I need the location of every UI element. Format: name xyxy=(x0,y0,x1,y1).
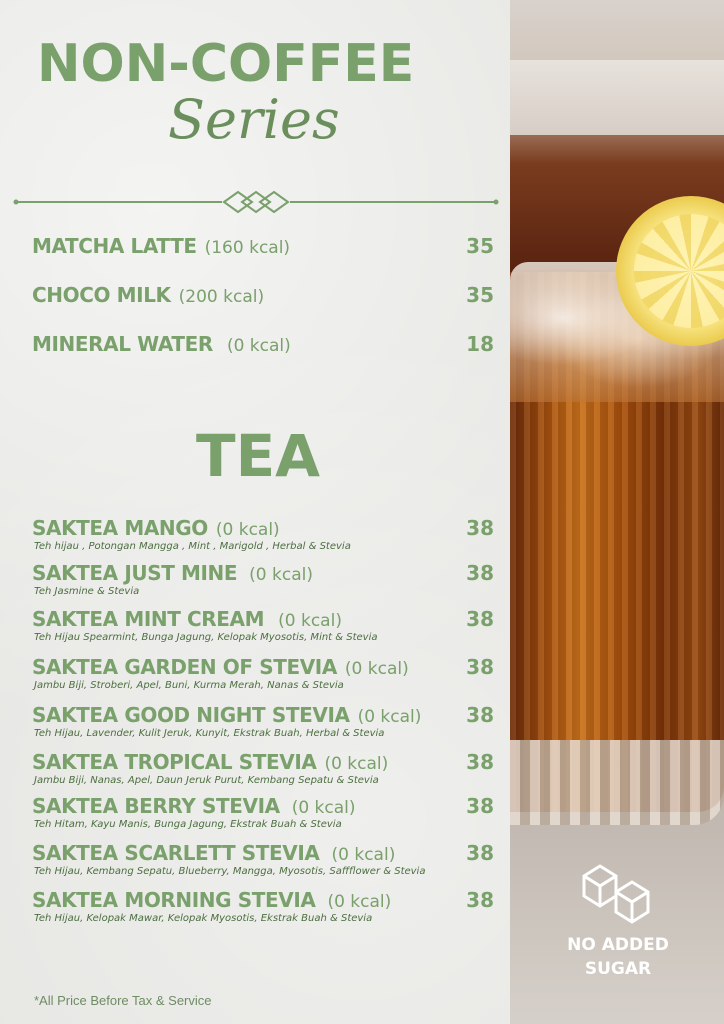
glass-base xyxy=(510,740,724,825)
item-kcal: (0 kcal) xyxy=(344,659,409,679)
item-name: SAKTEA MANGO xyxy=(32,516,208,540)
sugar-cubes-icon xyxy=(578,862,658,926)
menu-item xyxy=(32,283,494,307)
item-name: SAKTEA MINT CREAM xyxy=(32,607,265,631)
section-title-tea: TEA xyxy=(196,422,321,490)
menu-item xyxy=(32,655,494,691)
item-description: Teh Hijau, Kelopak Mawar, Kelopak Myosotis, Ekstrak Buah & Stevia xyxy=(34,913,373,924)
menu-item xyxy=(32,332,494,356)
item-kcal: (0 kcal) xyxy=(331,845,396,865)
item-kcal: (160 kcal) xyxy=(204,238,291,258)
item-name: MINERAL WATER xyxy=(32,332,213,356)
item-name: MATCHA LATTE xyxy=(32,234,197,258)
item-price: 38 xyxy=(466,516,494,540)
item-name: SAKTEA TROPICAL STEVIA xyxy=(32,750,317,774)
item-price: 38 xyxy=(466,561,494,585)
item-price: 38 xyxy=(466,841,494,865)
page-title: NON-COFFEE xyxy=(37,34,415,94)
item-description: Teh Jasmine & Stevia xyxy=(34,586,140,597)
menu-item xyxy=(32,750,494,786)
item-description: Teh Hijau, Lavender, Kulit Jeruk, Kunyit, Ekstrak Buah, Herbal & Stevia xyxy=(34,728,385,739)
item-kcal: (0 kcal) xyxy=(327,892,392,912)
item-kcal: (200 kcal) xyxy=(178,287,265,307)
item-description: Jambu Biji, Nanas, Apel, Daun Jeruk Purut, Kembang Sepatu & Stevia xyxy=(34,775,379,786)
item-kcal: (0 kcal) xyxy=(249,565,313,585)
price-footnote: *All Price Before Tax & Service xyxy=(34,993,212,1008)
item-price: 35 xyxy=(466,283,494,307)
item-price: 35 xyxy=(466,234,494,258)
item-price: 38 xyxy=(466,703,494,727)
item-description: Teh Hijau, Kembang Sepatu, Blueberry, Mangga, Myosotis, Saffflower & Stevia xyxy=(34,866,426,877)
item-name: SAKTEA JUST MINE xyxy=(32,561,238,585)
item-kcal: (0 kcal) xyxy=(357,707,422,727)
menu-item xyxy=(32,794,494,830)
menu-item xyxy=(32,607,494,643)
menu-item xyxy=(32,234,494,258)
item-name: SAKTEA GARDEN OF STEVIA xyxy=(32,655,337,679)
item-description: Teh Hitam, Kayu Manis, Bunga Jagung, Ekstrak Buah & Stevia xyxy=(34,819,342,830)
item-price: 38 xyxy=(466,794,494,818)
ornament-divider xyxy=(12,190,500,214)
badge-line-2: SUGAR xyxy=(584,959,652,979)
page-subtitle: Series xyxy=(168,88,340,151)
item-price: 38 xyxy=(466,888,494,912)
item-name: SAKTEA BERRY STEVIA xyxy=(32,794,280,818)
item-description: Jambu Biji, Stroberi, Apel, Buni, Kurma Merah, Nanas & Stevia xyxy=(34,680,344,691)
item-price: 38 xyxy=(466,655,494,679)
item-kcal: (0 kcal) xyxy=(226,336,291,356)
badge-line-1: NO ADDED xyxy=(567,935,669,955)
item-kcal: (0 kcal) xyxy=(291,798,356,818)
item-name: SAKTEA MORNING STEVIA xyxy=(32,888,316,912)
item-description: Teh Hijau Spearmint, Bunga Jagung, Kelopak Myosotis, Mint & Stevia xyxy=(34,632,378,643)
item-price: 18 xyxy=(466,332,494,356)
item-name: CHOCO MILK xyxy=(32,283,171,307)
menu-item xyxy=(32,841,494,877)
no-added-sugar-badge xyxy=(548,862,688,979)
item-name: SAKTEA SCARLETT STEVIA xyxy=(32,841,320,865)
item-kcal: (0 kcal) xyxy=(278,611,342,631)
background-counter xyxy=(510,60,724,135)
item-description: Teh hijau , Potongan Mangga , Mint , Marigold , Herbal & Stevia xyxy=(34,541,351,552)
item-kcal: (0 kcal) xyxy=(324,754,389,774)
menu-item xyxy=(32,888,494,924)
menu-item xyxy=(32,703,494,739)
menu-item xyxy=(32,561,494,597)
item-price: 38 xyxy=(466,607,494,631)
menu-item xyxy=(32,516,494,552)
item-price: 38 xyxy=(466,750,494,774)
item-kcal: (0 kcal) xyxy=(215,520,280,540)
item-name: SAKTEA GOOD NIGHT STEVIA xyxy=(32,703,350,727)
